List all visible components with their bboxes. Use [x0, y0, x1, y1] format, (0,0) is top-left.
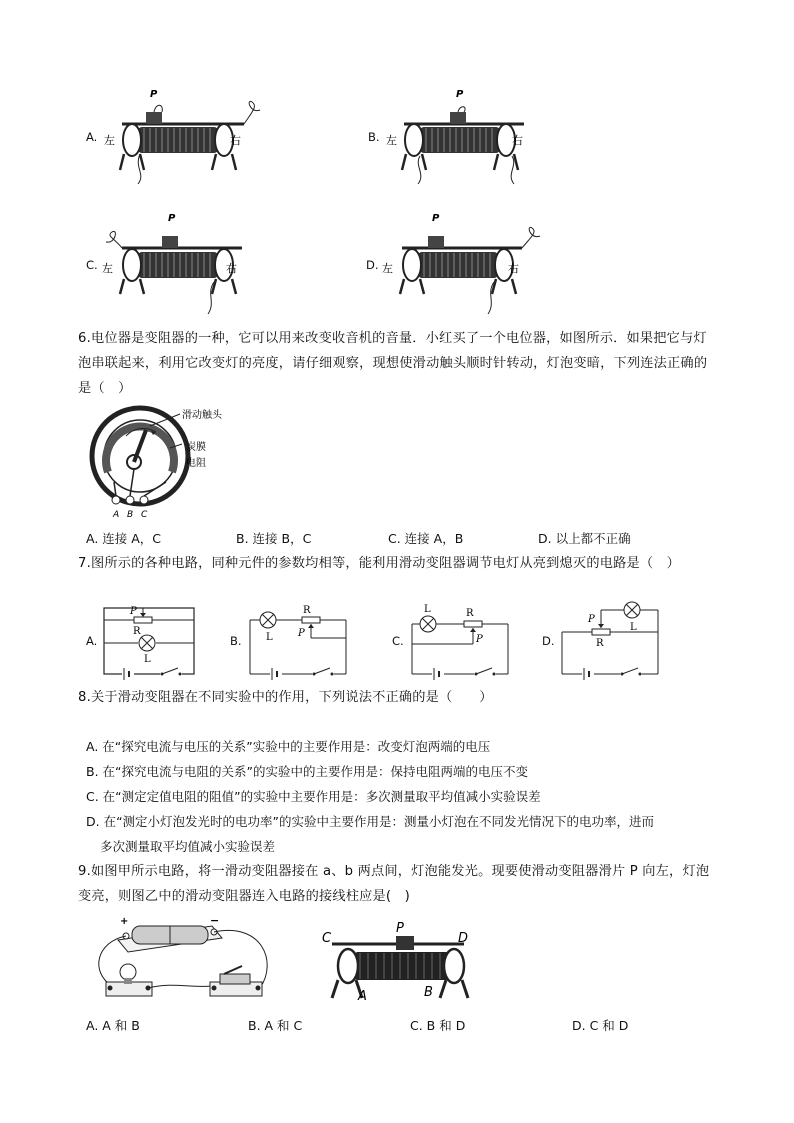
- left-label: 左: [382, 262, 393, 275]
- question-6-stem: 6.电位器是变阻器的一种，它可以用来改变收音机的音量．小红买了一个电位器，如图所示．如果把它与灯泡串联起来，利用它改变灯的亮度，请仔细观察，现想使滑动触头顺时针转动，灯泡变暗，下列连法正确的是（ ）: [78, 331, 708, 396]
- q8-option-d[interactable]: D. 在“测定小灯泡发光时的电功率”的实验中主要作用是：测量小灯泡在不同发光情况下的电功率，进而: [86, 814, 655, 829]
- question-8-stem: 8.关于滑动变阻器在不同实验中的作用，下列说法不正确的是（ ）: [78, 690, 493, 705]
- rheostat-figure: [102, 208, 267, 318]
- slider-label: 滑动触头: [182, 410, 222, 421]
- option-label: D.: [366, 258, 379, 272]
- terminal-d-label: D: [458, 931, 469, 946]
- terminal-b-label: B: [424, 985, 433, 1000]
- rheostat-figure: [384, 82, 549, 187]
- l-label: L: [630, 622, 637, 633]
- r-label: R: [466, 608, 474, 619]
- q9-option-a[interactable]: A. A 和 B: [86, 1018, 140, 1033]
- q6-option-c[interactable]: C. 连接 A，B: [388, 531, 464, 546]
- rheostat-b-figure: [318, 918, 478, 1008]
- q7-circuit-d[interactable]: [542, 598, 667, 684]
- q7-circuit-b[interactable]: [230, 598, 355, 684]
- question-9-stem: 9.如图甲所示电路，将一滑动变阻器接在 a、b 两点间，灯泡能发光。现要使滑动变阻器滑片 P 向左，灯泡变亮，则图乙中的滑动变阻器连入电路的接线柱应是( ): [78, 864, 710, 904]
- q9-option-c[interactable]: C. B 和 D: [410, 1018, 466, 1033]
- l-label: L: [144, 654, 151, 665]
- circuit-photo-figure: [92, 912, 282, 1008]
- option-label: A.: [86, 130, 98, 144]
- rheostat-figure: [382, 208, 547, 318]
- p-label: P: [168, 213, 176, 224]
- q5-option-a[interactable]: [86, 82, 266, 192]
- circuit-diagram: [558, 598, 664, 680]
- slider-p-label: P: [396, 921, 404, 936]
- terminal-c-label: C: [322, 931, 332, 946]
- option-label: B.: [368, 130, 380, 144]
- r-label: R: [133, 626, 141, 637]
- q8-option-c[interactable]: C. 在“测定定值电阻的阻值”的实验中主要作用是：多次测量取平均值减小实验误差: [86, 789, 541, 804]
- resistor-label: 电阻: [186, 458, 206, 469]
- circuit-diagram: [100, 598, 200, 680]
- p-label: P: [150, 89, 158, 100]
- circuit-diagram: [406, 598, 512, 680]
- q6-option-d[interactable]: D. 以上都不正确: [538, 531, 631, 546]
- r-label: R: [596, 638, 604, 649]
- circuit-diagram: [246, 598, 350, 680]
- plus-label: +: [120, 916, 129, 927]
- p-label: P: [298, 628, 305, 639]
- option-label: C.: [86, 258, 98, 272]
- right-label: 右: [512, 134, 523, 147]
- q8-option-a[interactable]: A. 在“探究电流与电压的关系”实验中的主要作用是：改变灯泡两端的电压: [86, 739, 491, 754]
- p-label: P: [476, 634, 483, 645]
- p-label: P: [588, 614, 595, 625]
- terminal-a-label: A: [358, 989, 367, 1004]
- option-label: C.: [392, 634, 404, 648]
- q8-option-b[interactable]: B. 在“探究电流与电阻的关系”的实验中的主要作用是：保持电阻两端的电压不变: [86, 764, 528, 779]
- minus-label: −: [210, 914, 220, 927]
- terminal-a-label: A: [113, 510, 120, 520]
- option-label: A.: [86, 634, 98, 648]
- right-label: 右: [508, 262, 519, 275]
- p-label: P: [130, 606, 137, 617]
- q8-option-d-continued: 多次测量取平均值减小实验误差: [100, 839, 276, 854]
- q5-option-c[interactable]: [86, 208, 266, 320]
- option-label: B.: [230, 634, 242, 648]
- q7-circuit-c[interactable]: [392, 598, 517, 684]
- q7-circuit-a[interactable]: [86, 598, 206, 684]
- q9-option-d[interactable]: D. C 和 D: [572, 1018, 629, 1033]
- q5-option-d[interactable]: [366, 208, 546, 320]
- l-label: L: [266, 632, 273, 643]
- right-label: 右: [226, 262, 237, 275]
- terminal-b-label: B: [127, 510, 134, 520]
- film-label: 炭膜: [186, 442, 206, 453]
- right-label: 右: [230, 134, 241, 147]
- p-label: P: [456, 89, 464, 100]
- left-label: 左: [102, 262, 113, 275]
- q6-option-b[interactable]: B. 连接 B，C: [236, 531, 312, 546]
- option-label: D.: [542, 634, 555, 648]
- left-label: 左: [386, 134, 397, 147]
- rheostat-figure: [102, 82, 267, 187]
- q6-option-a[interactable]: A. 连接 A，C: [86, 531, 162, 546]
- left-label: 左: [104, 134, 115, 147]
- potentiometer-figure: [86, 404, 226, 524]
- l-label: L: [424, 604, 431, 615]
- q9-option-b[interactable]: B. A 和 C: [248, 1018, 303, 1033]
- question-7-stem: 7.图所示的各种电路，同种元件的参数均相等，能利用滑动变阻器调节电灯从亮到熄灭的电路是（ ）: [78, 556, 681, 571]
- r-label: R: [303, 605, 311, 616]
- p-label: P: [432, 213, 440, 224]
- terminal-c-label: C: [141, 510, 148, 520]
- q5-option-b[interactable]: [368, 82, 548, 192]
